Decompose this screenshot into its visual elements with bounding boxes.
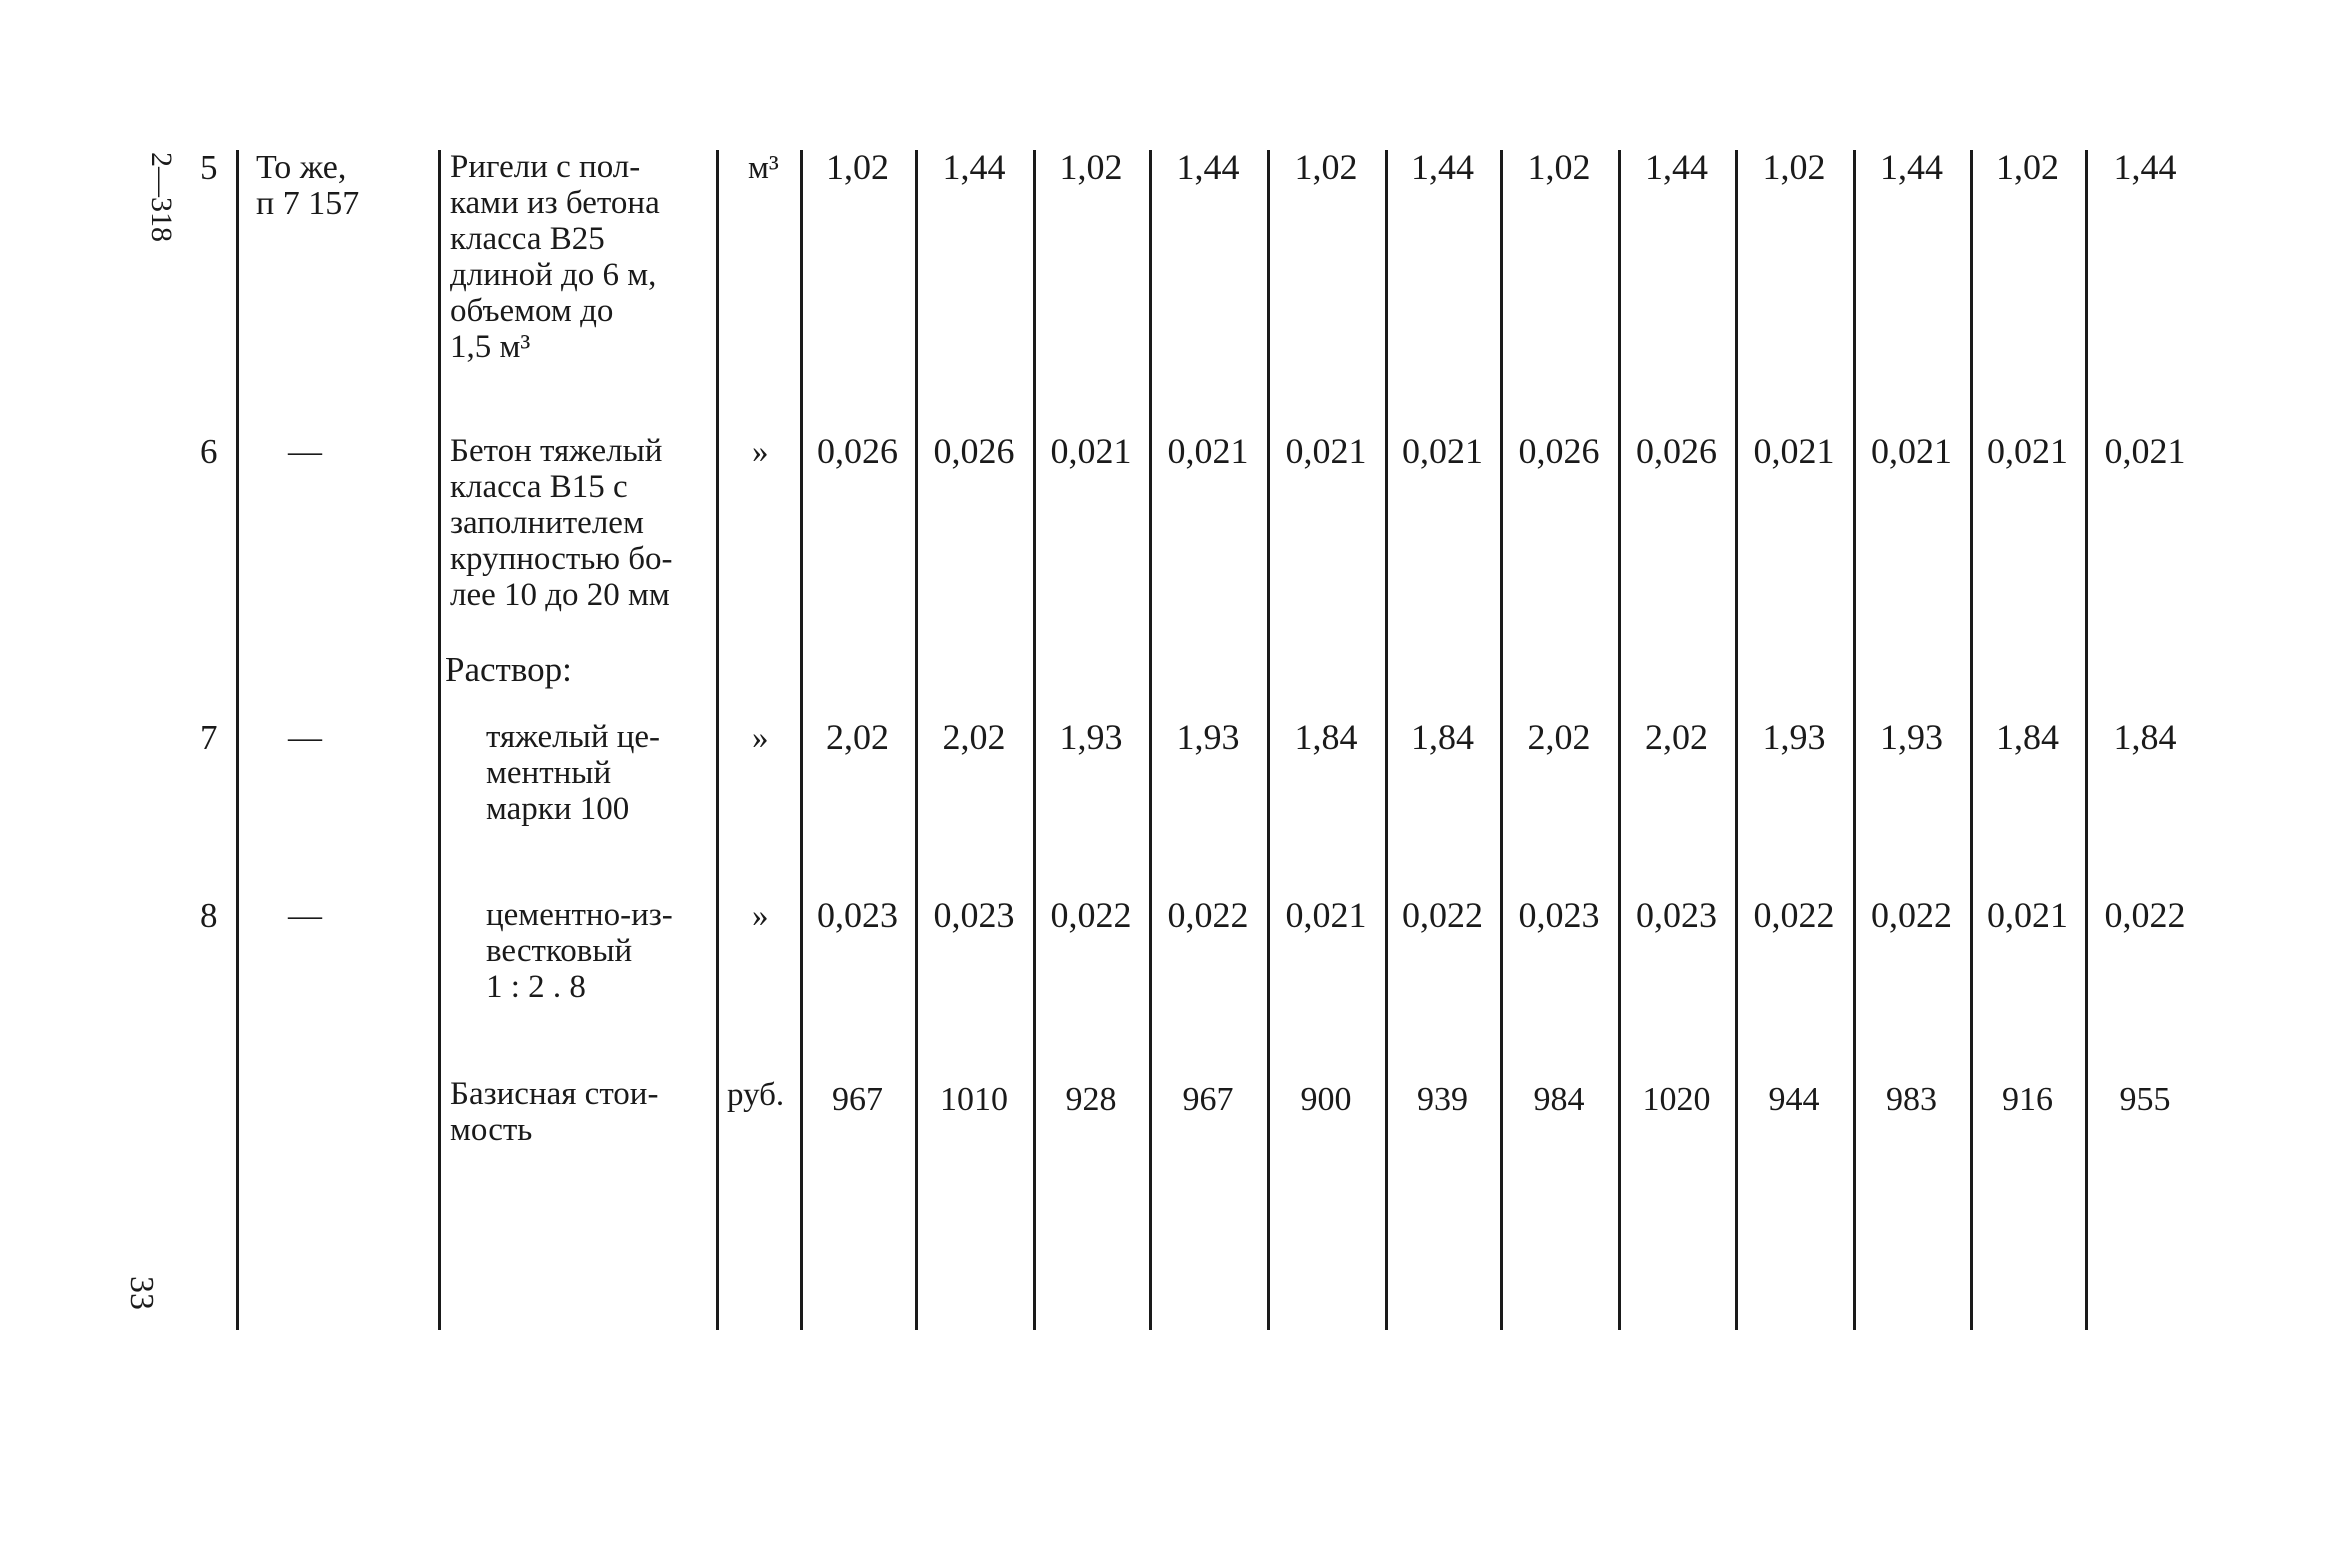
value-cell: 1,84 <box>1294 717 1358 757</box>
reference: — <box>288 433 322 470</box>
column-divider <box>1149 150 1152 1330</box>
value-cell: 1,44 <box>942 147 1006 187</box>
value-cell: 1,93 <box>1176 717 1240 757</box>
value-cell: 0,022 <box>1167 895 1249 935</box>
section-header: Раствор: <box>445 650 572 689</box>
page-number: 33 <box>123 1276 160 1310</box>
value-cell: 0,023 <box>817 895 898 935</box>
row-number: 8 <box>200 896 218 935</box>
value-cell: 0,021 <box>1987 895 2068 935</box>
column-divider <box>1618 150 1621 1330</box>
value-cell: 916 <box>2002 1081 2053 1118</box>
column-divider <box>2085 150 2088 1330</box>
value-cell: 1,44 <box>1176 147 1240 187</box>
value-cell: 1,93 <box>1762 717 1826 757</box>
value-cell: 944 <box>1768 1081 1820 1118</box>
value-cell: 0,022 <box>1402 895 1483 935</box>
value-cell: 1,44 <box>1645 147 1708 187</box>
item-description: тяжелый це- ментный марки 100 <box>486 719 661 827</box>
column-divider <box>1500 150 1503 1330</box>
row-number: 6 <box>200 432 218 471</box>
item-description: Базисная стои- мость <box>450 1076 659 1148</box>
unit: м³ <box>748 150 779 186</box>
value-cell: 0,023 <box>1636 895 1717 935</box>
column-divider <box>800 150 803 1330</box>
side-code: 2—318 <box>145 152 178 242</box>
unit: » <box>752 434 769 470</box>
column-divider <box>1385 150 1388 1330</box>
reference: — <box>288 897 322 934</box>
value-cell: 1,02 <box>1294 147 1358 187</box>
value-cell: 0,021 <box>1285 431 1367 471</box>
column-divider <box>1970 150 1973 1330</box>
value-cell: 0,021 <box>1871 431 1952 471</box>
value-cell: 0,021 <box>2104 431 2186 471</box>
value-cell: 0,026 <box>817 431 898 471</box>
value-cell: 0,022 <box>1871 895 1952 935</box>
value-cell: 1,84 <box>1996 717 2059 757</box>
column-divider <box>716 150 719 1330</box>
value-cell: 0,023 <box>933 895 1015 935</box>
column-divider <box>1735 150 1738 1330</box>
value-cell: 1,02 <box>1527 147 1591 187</box>
row-number: 5 <box>200 148 218 187</box>
value-cell: 1,93 <box>1059 717 1123 757</box>
column-divider <box>1267 150 1270 1330</box>
value-cell: 2,02 <box>1527 717 1591 757</box>
value-cell: 967 <box>1182 1081 1234 1118</box>
value-cell: 1,44 <box>1880 147 1943 187</box>
reference: То же, п 7 157 <box>256 149 360 222</box>
value-cell: 0,026 <box>1636 431 1717 471</box>
value-cell: 900 <box>1300 1081 1352 1118</box>
item-description: Ригели с пол- ками из бетона класса В25 длиной до 6 м, объемом до 1,5 м³ <box>450 149 660 365</box>
value-cell: 983 <box>1886 1081 1937 1118</box>
column-divider <box>236 150 239 1330</box>
value-cell: 0,021 <box>1402 431 1483 471</box>
unit: руб. <box>727 1077 785 1113</box>
item-description: Бетон тяжелый класса В15 с заполнителем крупностью бо- лее 10 до 20 мм <box>450 433 673 613</box>
value-cell: 0,026 <box>933 431 1015 471</box>
value-cell: 1,02 <box>1059 147 1123 187</box>
value-cell: 1,02 <box>1996 147 2059 187</box>
value-cell: 1,44 <box>2113 147 2177 187</box>
value-cell: 0,023 <box>1518 895 1600 935</box>
column-divider <box>915 150 918 1330</box>
value-cell: 0,021 <box>1987 431 2068 471</box>
value-cell: 955 <box>2119 1081 2171 1118</box>
value-cell: 2,02 <box>942 717 1006 757</box>
value-cell: 1,84 <box>2113 717 2177 757</box>
value-cell: 0,022 <box>1753 895 1835 935</box>
column-divider <box>1853 150 1856 1330</box>
value-cell: 0,021 <box>1285 895 1367 935</box>
value-cell: 939 <box>1417 1081 1468 1118</box>
column-divider <box>1033 150 1036 1330</box>
value-cell: 0,021 <box>1167 431 1249 471</box>
value-cell: 1,02 <box>1762 147 1826 187</box>
value-cell: 1,84 <box>1411 717 1474 757</box>
value-cell: 1,44 <box>1411 147 1474 187</box>
value-cell: 0,021 <box>1050 431 1132 471</box>
value-cell: 928 <box>1065 1081 1117 1118</box>
value-cell: 0,022 <box>2104 895 2186 935</box>
value-cell: 1020 <box>1642 1081 1711 1118</box>
row-number: 7 <box>200 718 218 757</box>
value-cell: 984 <box>1533 1081 1585 1118</box>
value-cell: 1,02 <box>826 147 889 187</box>
value-cell: 0,021 <box>1753 431 1835 471</box>
value-cell: 2,02 <box>826 717 889 757</box>
item-description: цементно-из- вестковый 1 : 2 . 8 <box>486 897 673 1005</box>
value-cell: 0,026 <box>1518 431 1600 471</box>
unit: » <box>752 898 769 934</box>
reference: — <box>288 719 322 756</box>
value-cell: 967 <box>832 1081 883 1118</box>
value-cell: 0,022 <box>1050 895 1132 935</box>
value-cell: 1010 <box>940 1081 1008 1118</box>
value-cell: 2,02 <box>1645 717 1708 757</box>
unit: » <box>752 720 769 756</box>
value-cell: 1,93 <box>1880 717 1943 757</box>
column-divider <box>438 150 441 1330</box>
